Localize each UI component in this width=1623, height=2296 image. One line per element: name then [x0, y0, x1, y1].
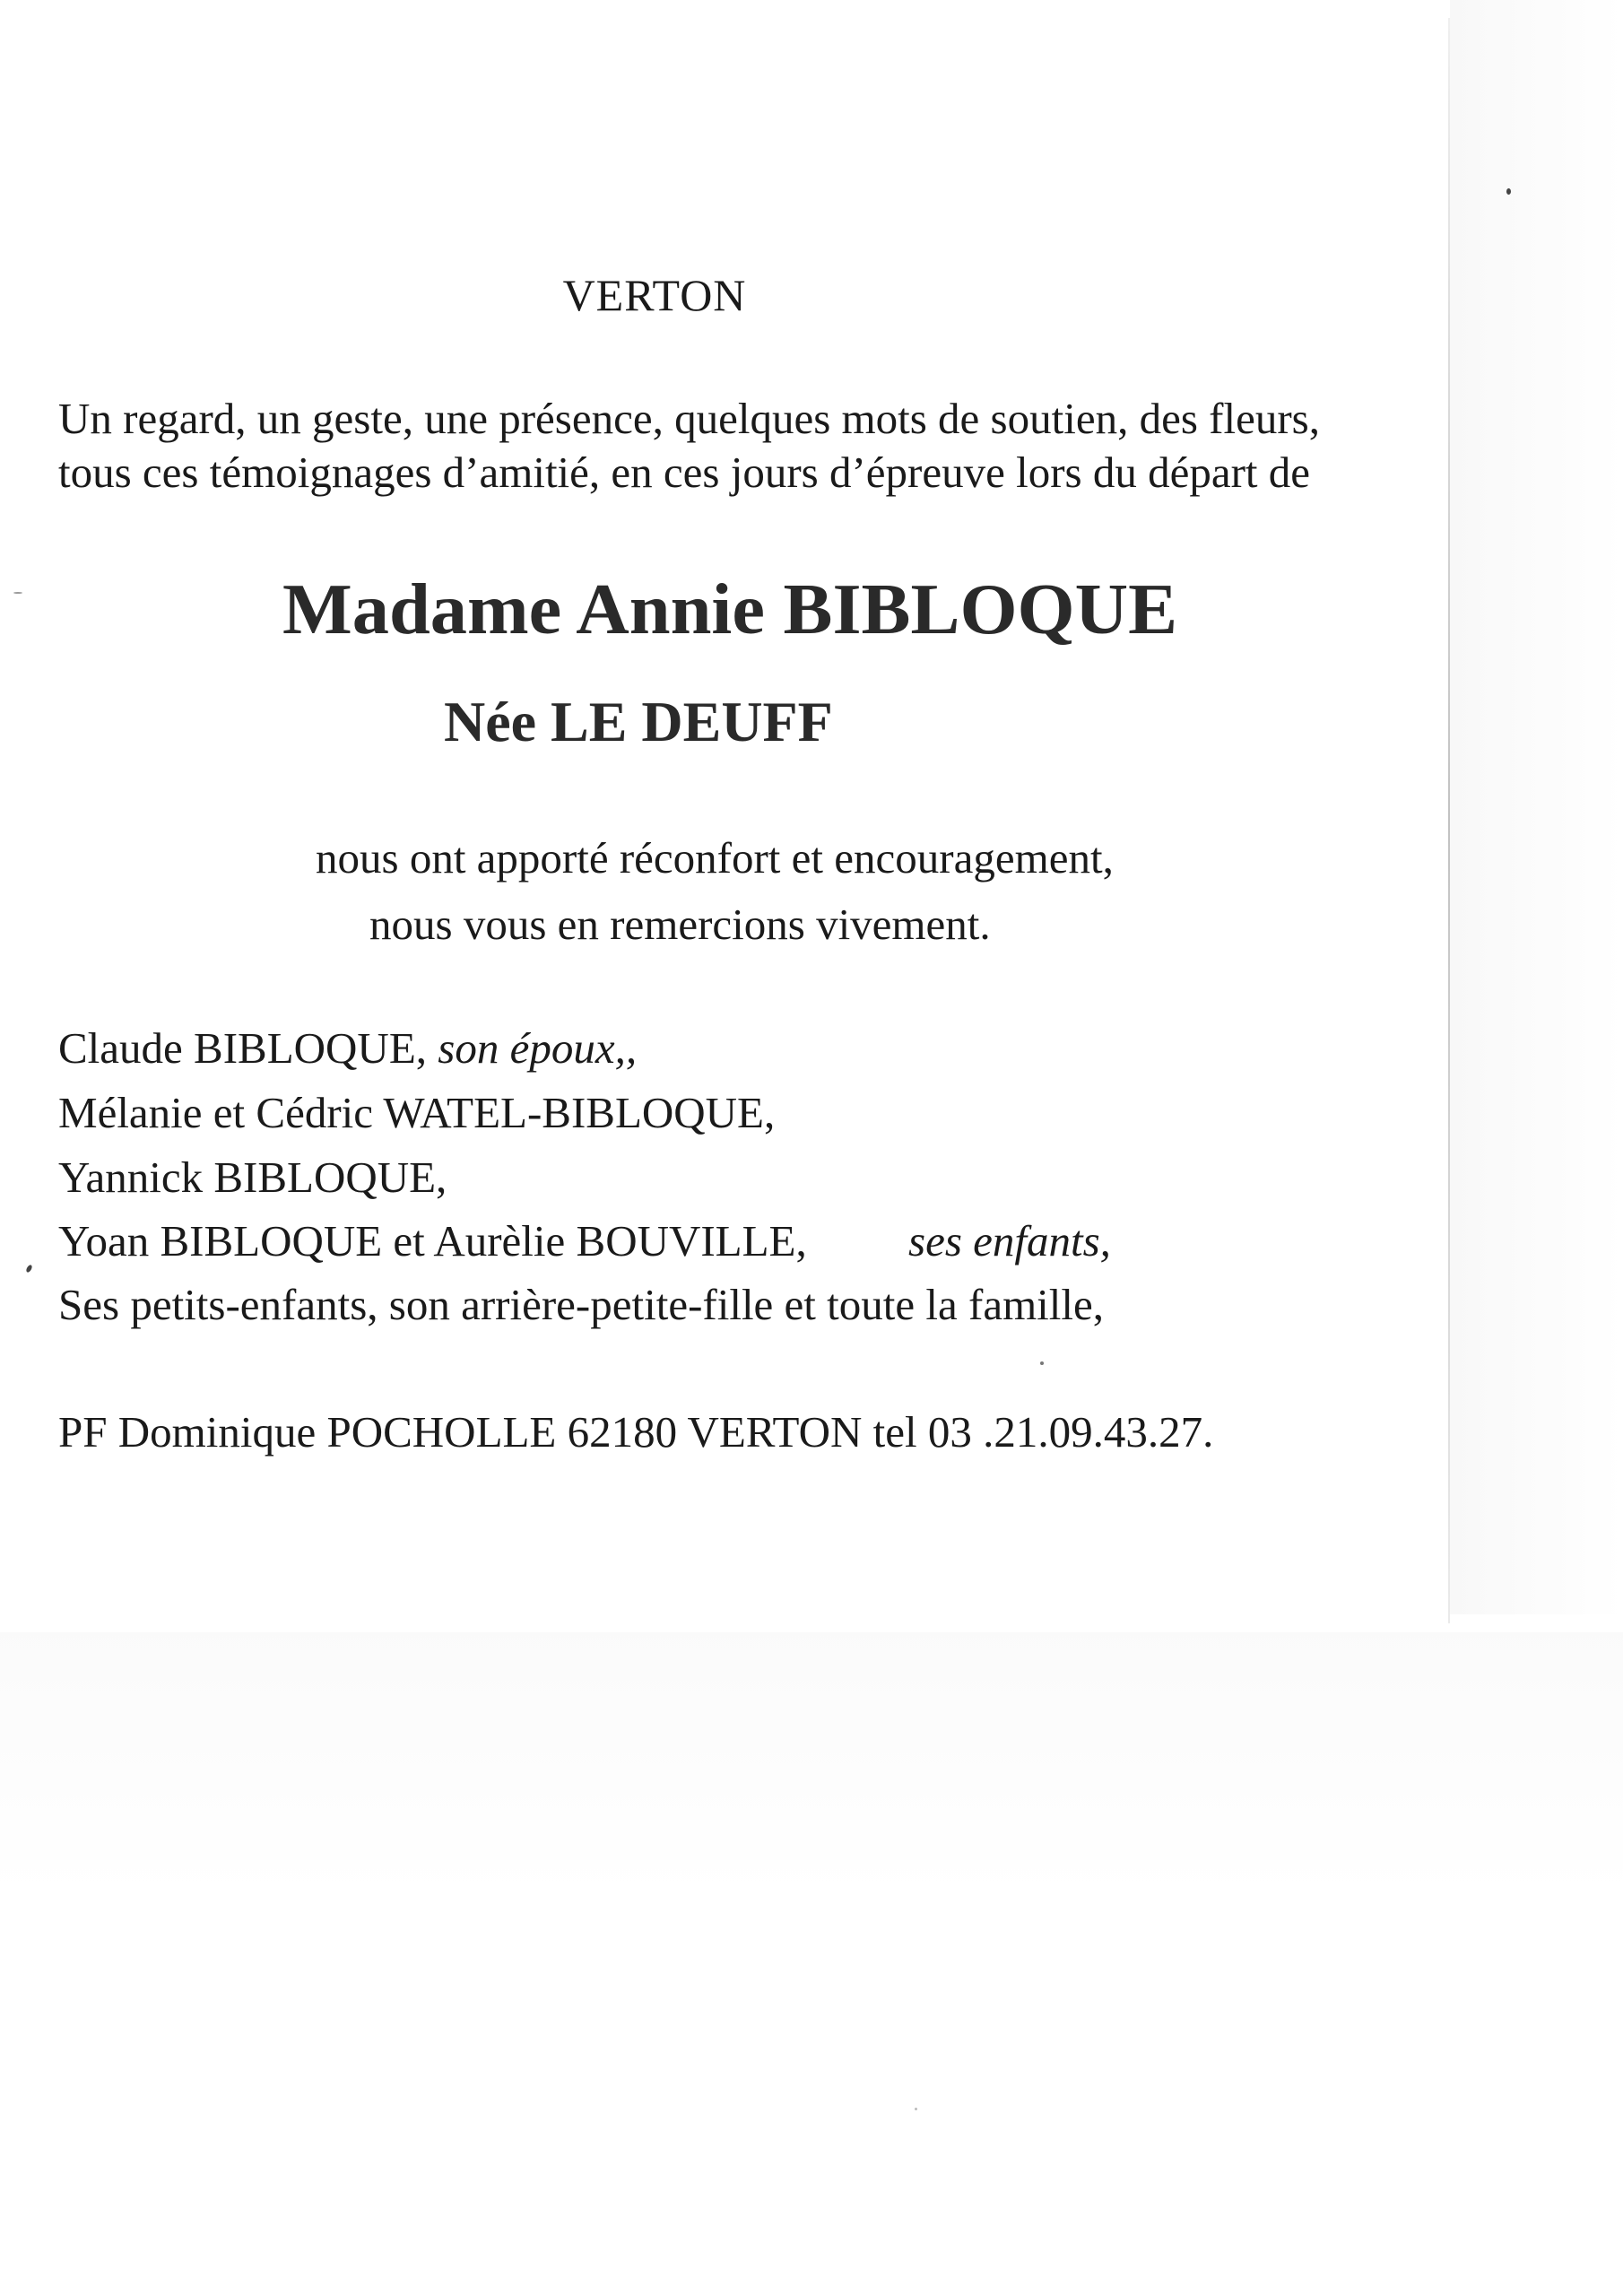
family-line-spouse: [58, 1022, 637, 1074]
scan-speck: [13, 592, 22, 594]
family-names: Claude BIBLOQUE,: [58, 1023, 438, 1073]
children-role: ses enfants,: [908, 1216, 1111, 1265]
scan-speck: [25, 1264, 33, 1273]
intro-line-1: Un regard, un geste, une présence, quelques mots de soutien, des fleurs,: [58, 394, 1320, 443]
maiden-name: Née LE DEUFF: [444, 690, 833, 753]
town-heading: VERTON: [562, 270, 747, 320]
thanks-line-2: nous vous en remercions vivement.: [369, 900, 991, 949]
family-line-child-1: Mélanie et Cédric WATEL-BIBLOQUE,: [58, 1088, 776, 1137]
extended-family-line: Ses petits-enfants, son arrière-petite-fille et toute la famille,: [58, 1280, 1105, 1329]
funeral-home-contact: PF Dominique POCHOLLE 62180 VERTON tel 03 .21.09.43.27.: [58, 1407, 1214, 1457]
scan-shadow: [1450, 0, 1623, 1614]
scan-speck: [1040, 1361, 1044, 1365]
intro-line-2: tous ces témoignages d’amitié, en ces jours d’épreuve lors du départ de: [58, 448, 1311, 497]
family-line-child-3: Yoan BIBLOQUE et Aurèlie BOUVILLE,: [58, 1216, 807, 1265]
family-line-child-2: Yannick BIBLOQUE,: [58, 1152, 447, 1202]
thanks-line-1: nous ont apporté réconfort et encouragement,: [316, 833, 1114, 883]
family-role-spouse: son époux,,: [438, 1023, 638, 1073]
deceased-name: Madame Annie BIBLOQUE: [282, 570, 1178, 649]
scan-speck: [915, 2108, 917, 2110]
scan-edge-line: [1448, 18, 1450, 1623]
scan-bottom-shadow: [0, 1632, 1623, 2296]
scan-speck: [1506, 188, 1511, 195]
